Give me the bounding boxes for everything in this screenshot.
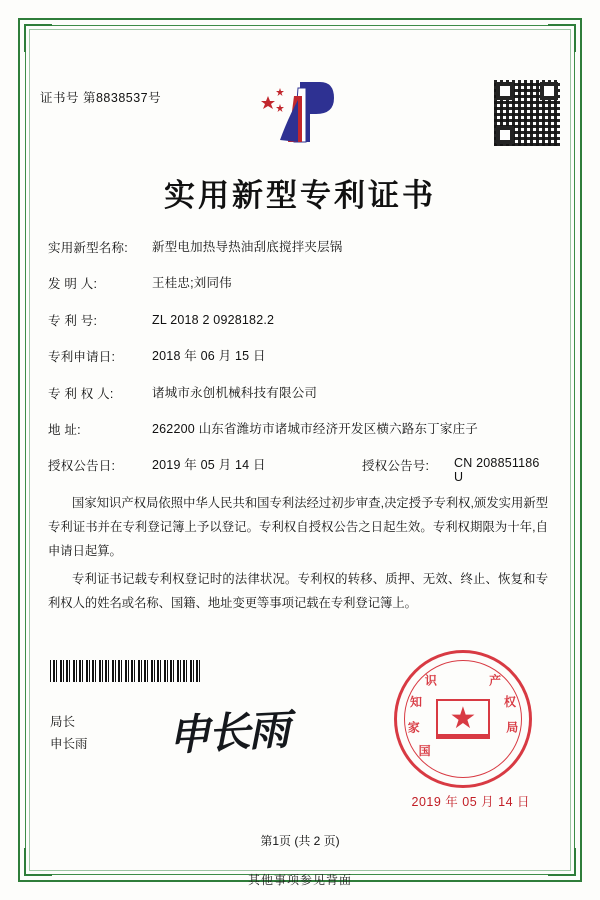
field-value: 王桂忠;刘同伟 xyxy=(152,276,232,291)
page-number: 第1页 (共 2 页) xyxy=(260,834,340,848)
field-label: 实用新型名称: xyxy=(48,241,128,255)
field-value: 262200 山东省潍坊市诸城市经济开发区横六路东丁家庄子 xyxy=(152,421,478,436)
field-label: 发 明 人: xyxy=(48,277,98,292)
director-name-label: 申长雨 xyxy=(50,736,88,751)
qr-eye-top-left xyxy=(496,82,514,100)
seal-text-ring xyxy=(397,653,529,785)
qr-code xyxy=(494,80,560,146)
field-label-grant-date: 授权公告日: xyxy=(48,459,116,474)
field-row-inventors xyxy=(48,274,552,293)
page-title: 实用新型专利证书 xyxy=(164,178,436,214)
field-label: 地 址: xyxy=(48,422,81,437)
signature-labels xyxy=(50,712,88,756)
field-row-utility-model-name xyxy=(48,238,552,257)
seal-star-icon: ★ xyxy=(449,702,477,735)
seal-char: 家 xyxy=(407,720,420,735)
field-row-patentee xyxy=(48,384,552,403)
seal-char: 产 xyxy=(489,673,502,688)
field-value-announcement-number: CN 208851186 U xyxy=(454,456,540,485)
field-value: ZL 2018 2 0928182.2 xyxy=(152,312,275,327)
field-row-patent-number xyxy=(48,311,552,330)
cnipa-patent-logo-icon xyxy=(254,78,346,150)
field-row-address xyxy=(48,420,552,439)
patent-fields xyxy=(48,238,552,501)
handwritten-signature: 申长雨 xyxy=(166,704,290,761)
legal-paragraph-1: 国家知识产权局依照中华人民共和国专利法经过初步审查,决定授予专利权,颁发实用新型专利证书并在专利登记簿上予以登记。专利权自授权公告之日起生效。专利权期限为十年,自申请日起算。 xyxy=(48,496,548,558)
field-row-grant-announcement xyxy=(48,456,552,484)
seal-char: 知 xyxy=(409,694,423,709)
field-label: 专 利 号: xyxy=(48,313,98,328)
field-label-announcement-number: 授权公告号: xyxy=(362,459,430,474)
field-value: 2018 年 06 月 15 日 xyxy=(152,349,266,364)
certificate-content xyxy=(40,40,560,860)
seal-char: 识 xyxy=(424,673,437,688)
legal-paragraph-2: 专利证书记载专利权登记时的法律状况。专利权的转移、质押、无效、终止、恢复和专利权人的姓名或名称、国籍、地址变更等事项记载在专利登记簿上。 xyxy=(48,571,548,610)
qr-eye-bottom-left xyxy=(496,126,514,144)
official-red-seal xyxy=(394,650,532,788)
qr-eye-top-right xyxy=(540,82,558,100)
seal-char: 权 xyxy=(503,694,516,709)
field-label: 专利申请日: xyxy=(48,350,116,365)
field-row-application-date xyxy=(48,347,552,366)
seal-date: 2019 年 05 月 14 日 xyxy=(411,795,530,809)
director-title-label: 局长 xyxy=(50,715,76,729)
field-value: 诸城市永创机械科技有限公司 xyxy=(152,385,318,400)
certificate-number: 证书号 第8838537号 xyxy=(40,91,162,105)
legal-text xyxy=(48,492,548,620)
seal-char: 局 xyxy=(506,720,519,735)
seal-char: 国 xyxy=(418,744,431,759)
field-label: 专 利 权 人: xyxy=(48,386,114,401)
footer-note: 其他事项参见背面 xyxy=(247,873,352,887)
field-value-grant-date: 2019 年 05 月 14 日 xyxy=(152,458,266,473)
field-value: 新型电加热导热油刮底搅拌夹层锅 xyxy=(152,240,343,254)
barcode xyxy=(50,660,200,682)
